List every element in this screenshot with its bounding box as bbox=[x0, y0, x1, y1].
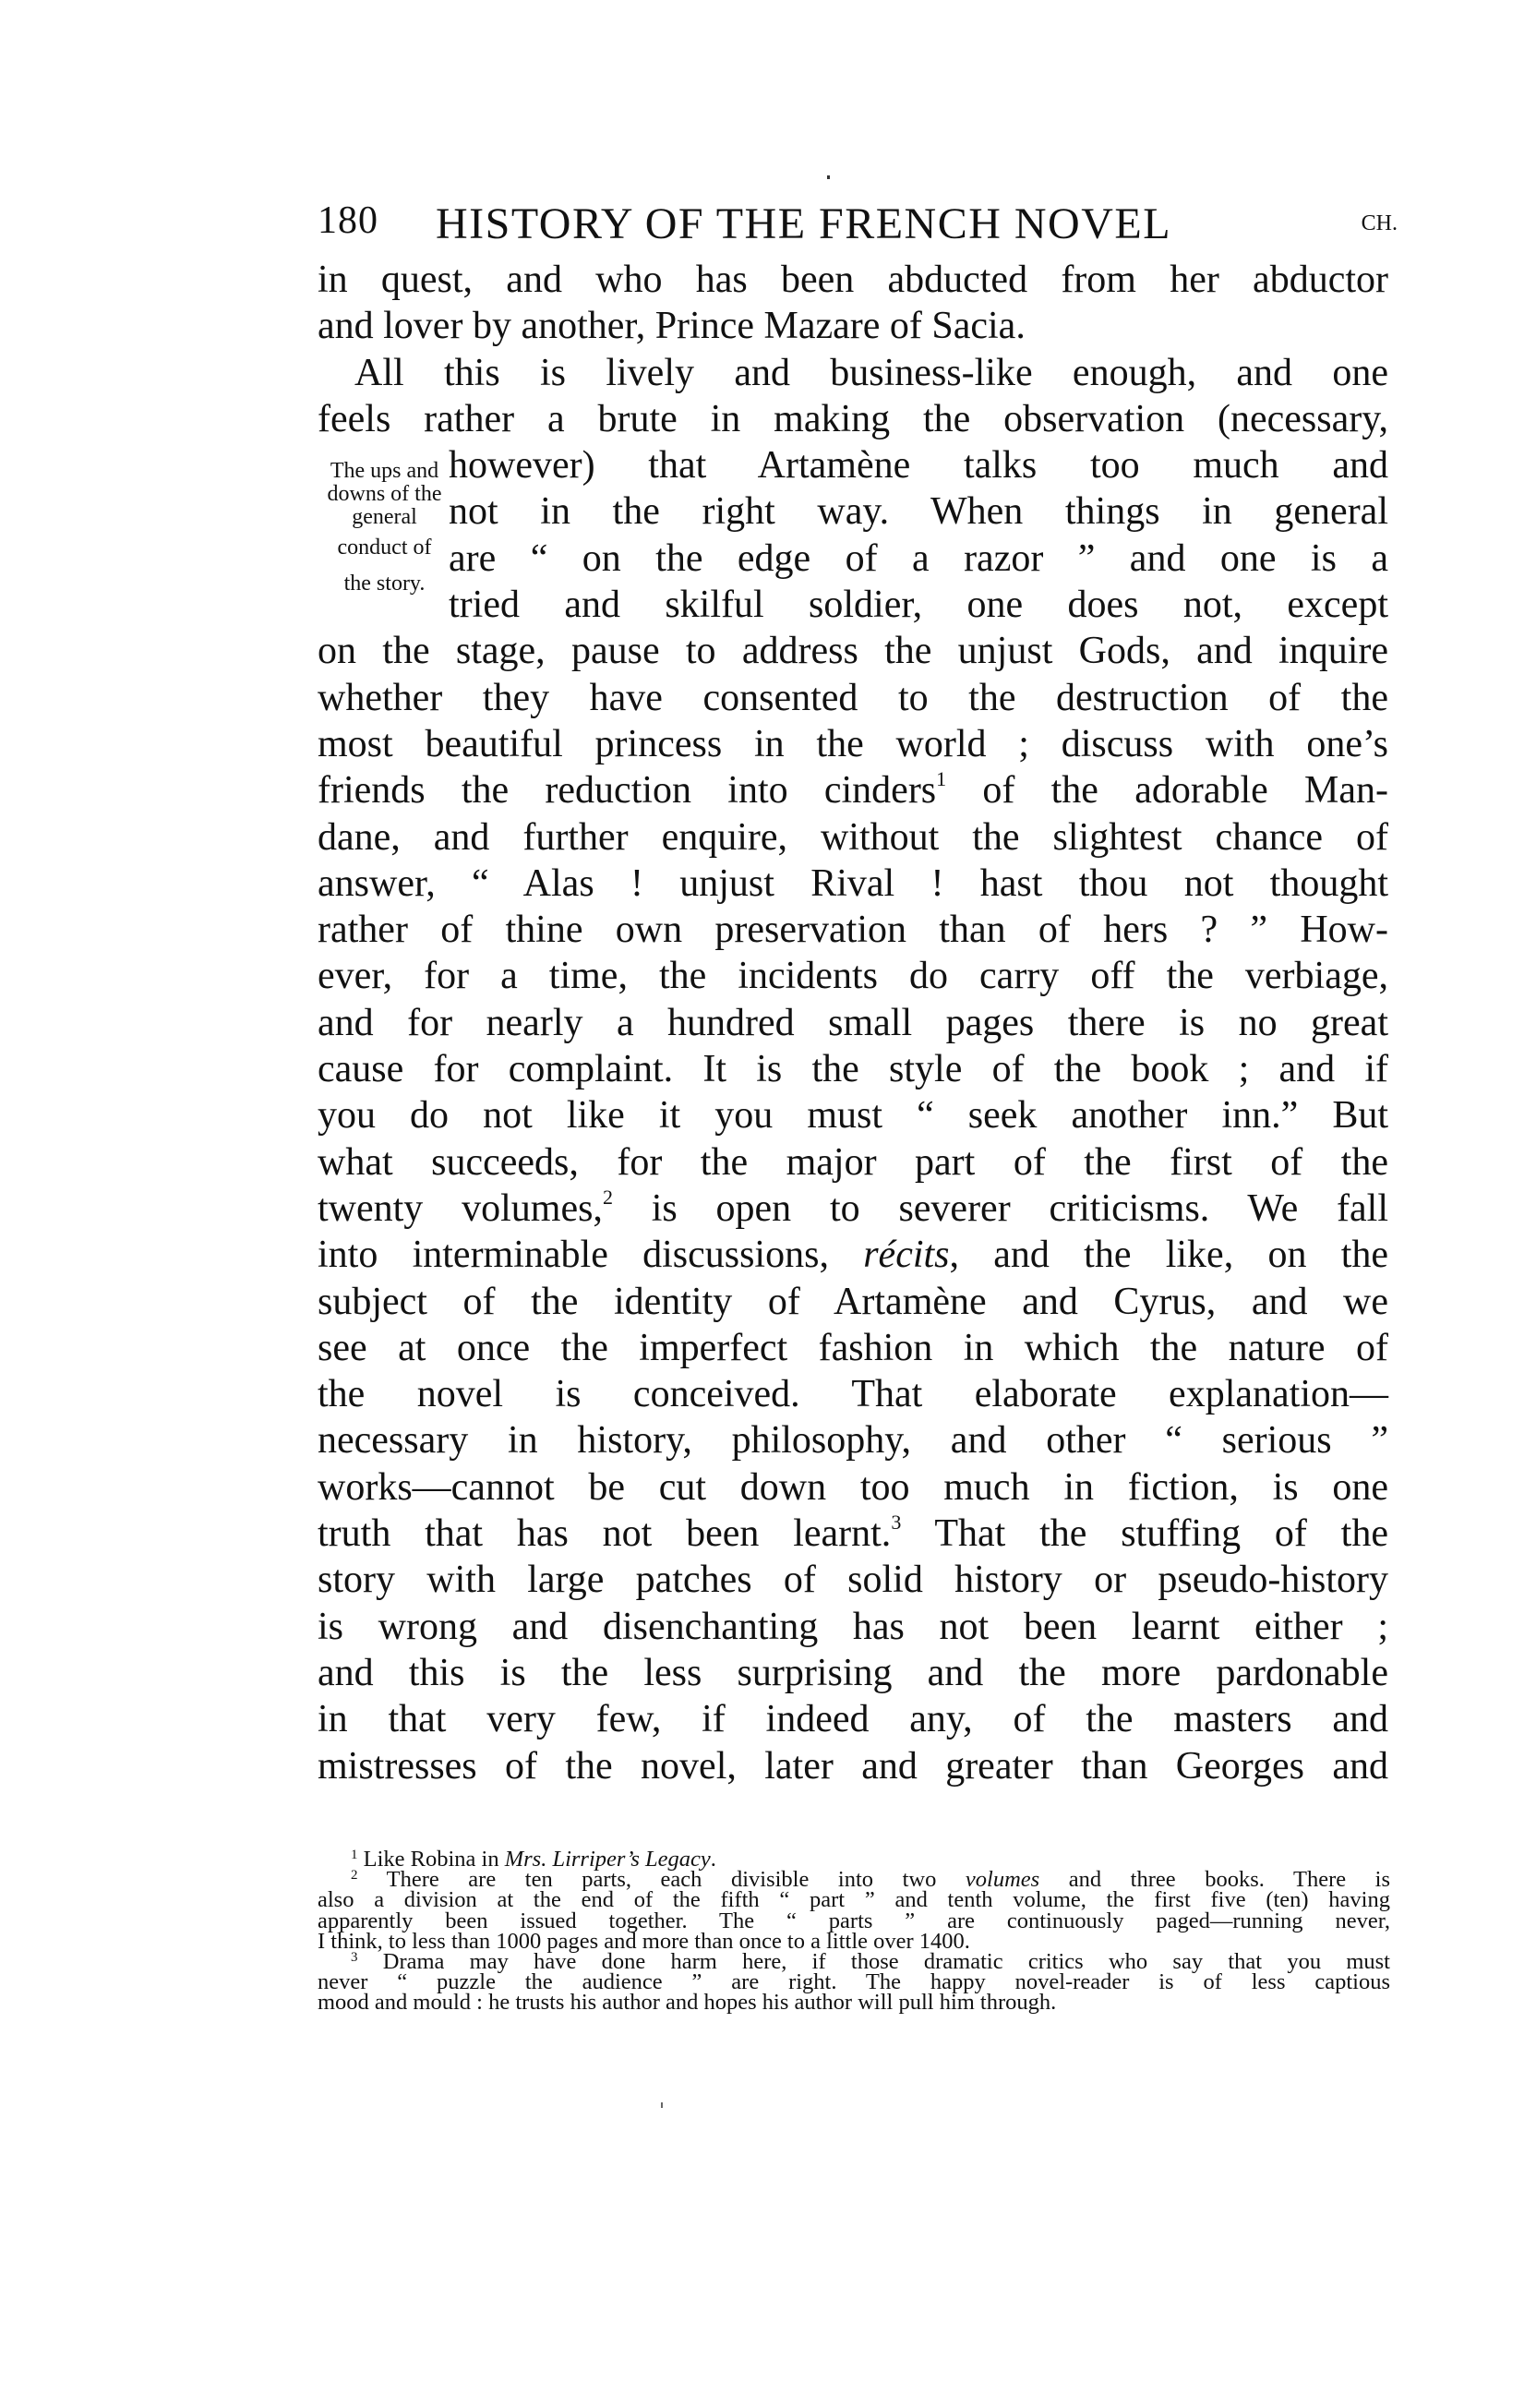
text-line: story with large patches of solid history or pseudo-history bbox=[318, 1559, 1388, 1602]
text-line: on the stage, pause to address the unjust Gods, and inquire bbox=[318, 630, 1388, 673]
text-line: in quest, and who has been abducted from her abductor bbox=[318, 259, 1388, 301]
footnote-italic: Mrs. Lirriper’s Legacy bbox=[504, 1847, 711, 1872]
running-header bbox=[318, 199, 1398, 254]
text-fragment: is open to severer criticisms. We fall bbox=[612, 1186, 1388, 1230]
text-line: answer, “ Alas ! unjust Rival ! hast thou not thought bbox=[318, 861, 1388, 905]
text-line: not in the right way. When things in general bbox=[449, 490, 1388, 534]
text-fragment: friends the reduction into cinders bbox=[318, 769, 937, 813]
text-line: dane, and further enquire, without the slightest chance of bbox=[318, 815, 1388, 859]
footnote-text: . bbox=[710, 1847, 716, 1872]
margin-note-line: conduct of bbox=[337, 536, 432, 560]
text-fragment: , and the like, on the bbox=[949, 1234, 1388, 1277]
footnote-text: There are ten parts, each divisible into two bbox=[386, 1867, 966, 1893]
text-fragment: truth that has not been learnt. bbox=[318, 1512, 892, 1556]
text-line bbox=[318, 767, 1388, 813]
print-speck bbox=[827, 175, 830, 179]
text-line: necessary in history, philosophy, and other “ serious ” bbox=[318, 1419, 1388, 1463]
text-line: are “ on the edge of a razor ” and one is a bbox=[449, 536, 1388, 580]
footnote-ref-3[interactable]: 3 bbox=[891, 1511, 902, 1535]
text-line: the novel is conceived. That elaborate explanation— bbox=[318, 1373, 1388, 1416]
text-fragment: of the adorable Man- bbox=[946, 769, 1388, 813]
text-line: see at once the imperfect fashion in which the nature of bbox=[318, 1326, 1388, 1369]
text-line: you do not like it you must “ seek another inn.” But bbox=[318, 1094, 1388, 1138]
margin-note-line: general bbox=[352, 505, 417, 529]
footnote-text: Like Robina in bbox=[363, 1847, 505, 1872]
footnote-text: Drama may have done harm here, if those dramatic critics who say that you must bbox=[382, 1948, 1390, 1974]
text-line: ever, for a time, the incidents do carry off the verbiage, bbox=[318, 955, 1388, 998]
running-title: HISTORY OF THE FRENCH NOVEL bbox=[436, 199, 1172, 248]
footnote-line: I think, to less than 1000 pages and more than once to a little over 1400. bbox=[318, 1928, 970, 1954]
footnote-line: mood and mould : he trusts his author and hopes his author will pull him through. bbox=[318, 1990, 1057, 2016]
chapter-abbrev: CH. bbox=[1361, 211, 1398, 235]
text-fragment: into interminable discussions, bbox=[318, 1234, 864, 1277]
text-line bbox=[318, 1511, 1388, 1557]
text-fragment: That the stuffing of the bbox=[901, 1512, 1388, 1556]
footnote-ref-1[interactable]: 1 bbox=[936, 767, 947, 791]
text-line: All this is lively and business-like enough, and one bbox=[354, 351, 1388, 394]
footnote-text: and three books. There is bbox=[1039, 1867, 1390, 1893]
footnote-line: never “ puzzle the audience ” are right. The happy novel-reader is of less captious bbox=[318, 1969, 1390, 1995]
footnote-line: apparently been issued together. The “ parts ” are continuously paged—running never, bbox=[318, 1908, 1390, 1933]
text-line: what succeeds, for the major part of the first of the bbox=[318, 1140, 1388, 1184]
footnote-marker: 1 bbox=[351, 1848, 358, 1862]
margin-note-line: the story. bbox=[343, 572, 426, 596]
body-text bbox=[318, 257, 1388, 1789]
text-line: and lover by another, Prince Mazare of Sacia. bbox=[318, 305, 1026, 348]
text-fragment: twenty volumes, bbox=[318, 1186, 603, 1230]
text-line: rather of thine own preservation than of hers ? ” How- bbox=[318, 909, 1388, 952]
text-line: most beautiful princess in the world ; discuss with one’s bbox=[318, 722, 1388, 765]
margin-note-line: The ups and bbox=[330, 459, 439, 483]
text-line: and this is the less surprising and the more pardonable bbox=[318, 1651, 1388, 1694]
text-line: works—cannot be cut down too much in fiction, is one bbox=[318, 1465, 1388, 1509]
text-line: in that very few, if indeed any, of the masters and bbox=[318, 1698, 1388, 1741]
text-line bbox=[318, 1232, 1388, 1278]
text-line: whether they have consented to the destruction of the bbox=[318, 676, 1388, 719]
footnote-marker: 2 bbox=[351, 1868, 358, 1884]
text-line: is wrong and disenchanting has not been learnt either ; bbox=[318, 1605, 1388, 1648]
text-line: however) that Artamène talks too much and bbox=[449, 444, 1388, 488]
print-speck bbox=[661, 2102, 663, 2108]
footnote-italic: volumes bbox=[965, 1867, 1040, 1893]
text-line: feels rather a brute in making the observation (necessary, bbox=[318, 397, 1388, 440]
footnote-ref-2[interactable]: 2 bbox=[602, 1185, 613, 1209]
text-line: mistresses of the novel, later and greater than Georges and bbox=[318, 1744, 1388, 1788]
text-line: cause for complaint. It is the style of the book ; and if bbox=[318, 1048, 1388, 1091]
footnote-line: also a division at the end of the fifth “ part ” and tenth volume, the first five (ten) having bbox=[318, 1887, 1390, 1913]
text-line: subject of the identity of Artamène and Cyrus, and we bbox=[318, 1280, 1388, 1323]
footnote-marker: 3 bbox=[351, 1949, 358, 1965]
text-line bbox=[318, 1186, 1388, 1232]
italic-term: récits bbox=[863, 1234, 950, 1277]
footnotes bbox=[318, 1849, 1390, 2014]
margin-note-line: downs of the bbox=[327, 482, 442, 506]
text-line: and for nearly a hundred small pages there is no great bbox=[318, 1001, 1388, 1044]
page-number: 180 bbox=[318, 199, 378, 242]
text-line: tried and skilful soldier, one does not, except bbox=[449, 584, 1388, 627]
